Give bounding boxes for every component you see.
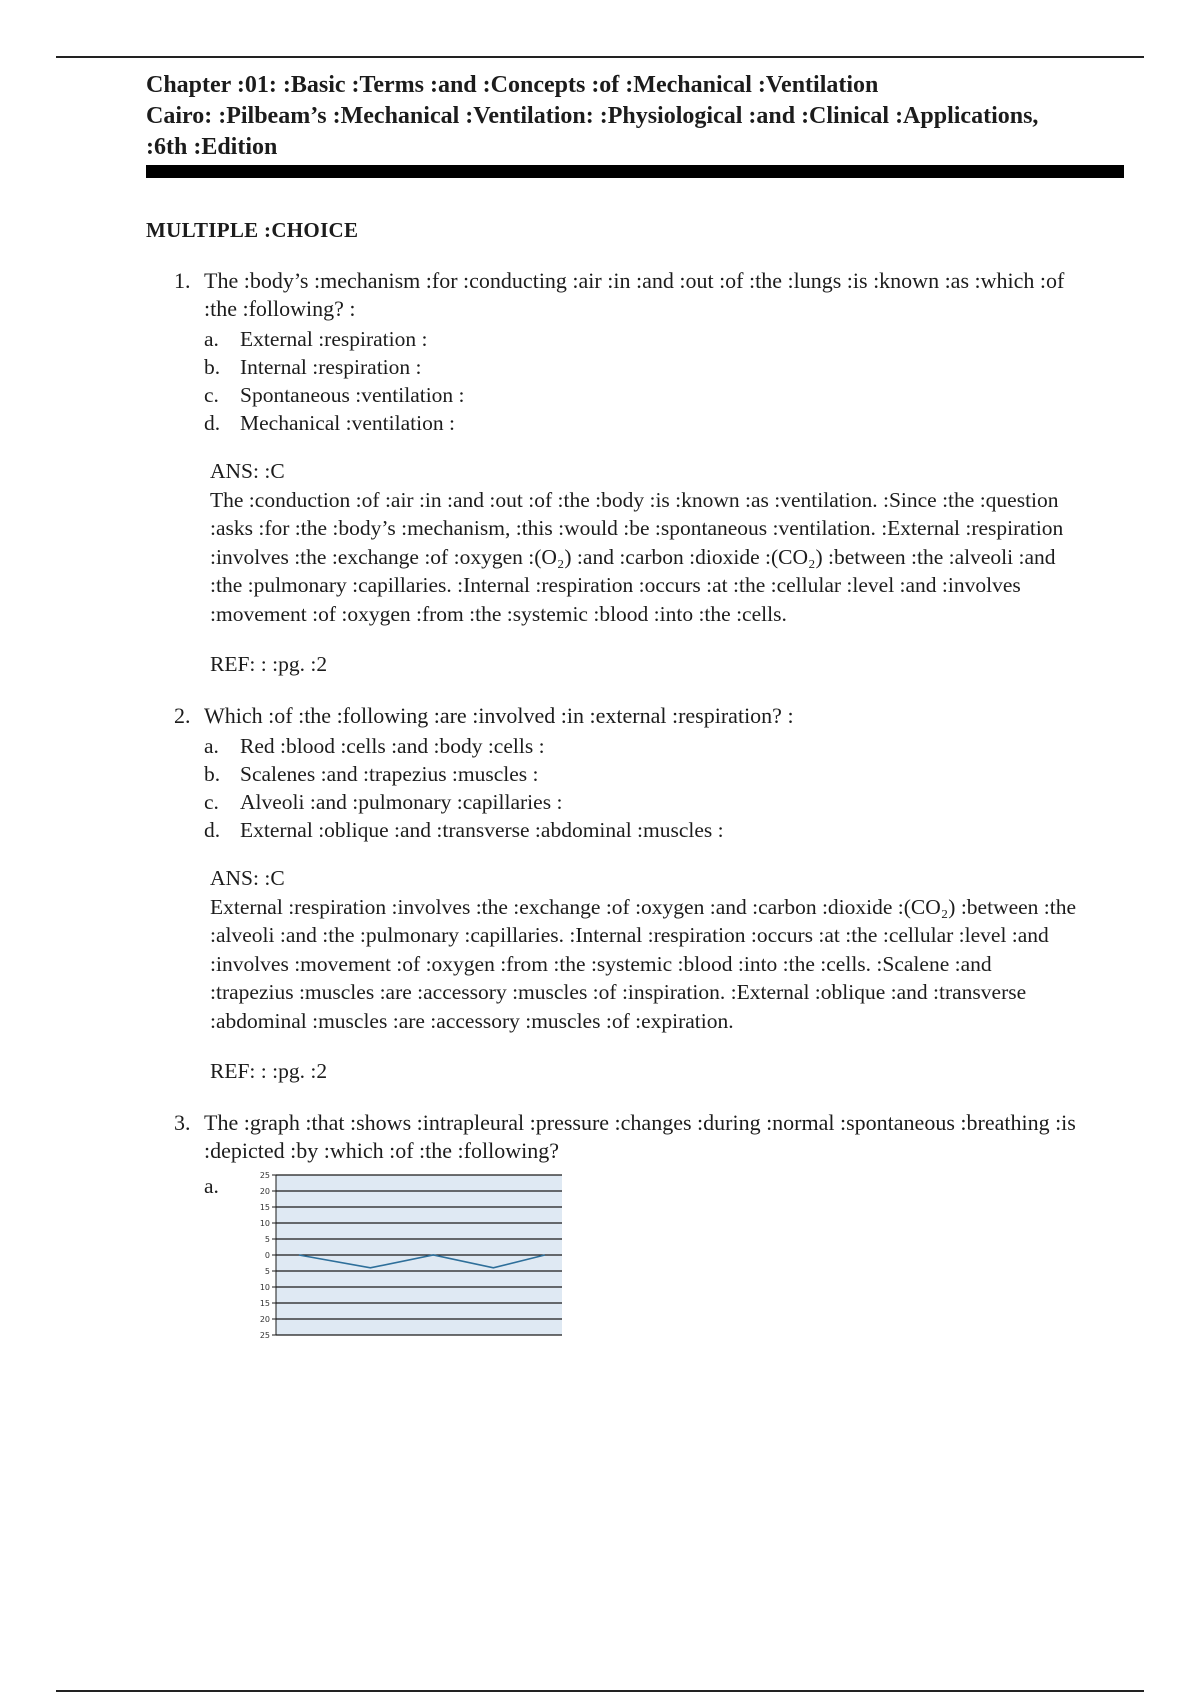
option-text: External :oblique :and :transverse :abdominal :muscles : (240, 818, 724, 842)
y-tick-label: 25 (259, 1331, 270, 1340)
option-c (204, 381, 1126, 409)
pressure-graph (240, 1167, 570, 1352)
option-letter: a. (204, 734, 219, 758)
question-text: The :body’s :mechanism :for :conducting :air :in :and :out :of :the :lungs :is :known :as :which :of :the :following? : (204, 268, 1065, 321)
y-tick-label: 5 (264, 1235, 270, 1244)
options-list (204, 325, 1126, 437)
option-text: External :respiration : (240, 327, 428, 351)
option-text: Alveoli :and :pulmonary :capillaries : (240, 790, 563, 814)
option-letter: c. (204, 790, 219, 814)
question-text: Which :of :the :following :are :involved :in :external :respiration? : (204, 703, 794, 728)
answer-key: ANS: :C (210, 866, 285, 890)
question-3 (146, 1109, 1126, 1352)
option-d (204, 816, 1126, 844)
option-letter: b. (204, 762, 221, 786)
y-tick-label: 25 (259, 1171, 270, 1180)
question-1 (146, 267, 1126, 678)
option-letter: d. (204, 411, 221, 435)
book-edition: :6th :Edition (146, 134, 278, 160)
option-letter: a. (204, 1174, 219, 1198)
option-a (204, 732, 1126, 760)
answer-rationale: External :respiration :involves :the :exchange :of :oxygen :and :carbon :dioxide :(CO₂) :between :the :alveoli :and :the :pulmonary :capillaries. :Internal :respiration :occurs :at :the :cellular :level :and :involves :movement :of :oxygen :from :the :systemic :blood :into :the :cells. :Scalene :and :trapezius :muscles :are :accessory :muscles :of :inspiration. :External :oblique :and :transverse :abdominal :muscles :are :accessory :muscles :of :expiration. (210, 894, 1077, 1033)
y-tick-label: 15 (259, 1203, 270, 1212)
option-letter: d. (204, 818, 221, 842)
chapter-title: Chapter :01: :Basic :Terms :and :Concepts :of :Mechanical :Ventilation (146, 72, 879, 98)
section-title: MULTIPLE :CHOICE (146, 218, 359, 242)
reference: REF: : :pg. :2 (210, 1059, 328, 1083)
y-tick-label: 20 (259, 1315, 270, 1324)
y-tick-label: 15 (259, 1299, 270, 1308)
chapter-header (146, 70, 1126, 163)
option-b (204, 760, 1126, 788)
options-list (204, 732, 1126, 844)
question-number: 3. (174, 1110, 191, 1135)
document-page (146, 70, 1126, 1352)
option-a (204, 325, 1126, 353)
option-text: Internal :respiration : (240, 355, 422, 379)
top-rule (56, 56, 1144, 58)
intrapleural-pressure-chart (240, 1167, 570, 1347)
question-text: The :graph :that :shows :intrapleural :pressure :changes :during :normal :spontaneous :breathing :is :depicted :by :which :of :the :following? (204, 1110, 1076, 1163)
option-a-graph-row (204, 1167, 1126, 1352)
option-text: Mechanical :ventilation : (240, 411, 455, 435)
header-bar (146, 165, 1124, 178)
question-2 (146, 702, 1126, 1085)
option-text: Scalenes :and :trapezius :muscles : (240, 762, 539, 786)
option-text: Spontaneous :ventilation : (240, 383, 465, 407)
question-number: 1. (174, 268, 191, 293)
bottom-rule (56, 1690, 1144, 1692)
option-b (204, 353, 1126, 381)
answer-block (210, 457, 1080, 628)
option-text: Red :blood :cells :and :body :cells : (240, 734, 545, 758)
option-letter: a. (204, 327, 219, 351)
book-title: Cairo: :Pilbeam’s :Mechanical :Ventilation: :Physiological :and :Clinical :Applications, (146, 103, 1039, 129)
answer-rationale: The :conduction :of :air :in :and :out :of :the :body :is :known :as :ventilation. :Since :the :question :asks :for :the :body’s :mechanism, :this :would :be :spontaneous :ventilation. :External :respiration :involves :the :exchange :of :oxygen :(O₂) :and :carbon :dioxide :(CO₂) :between :the :alveoli :and :the :pulmonary :capillaries. :Internal :respiration :occurs :at :the :cellular :level :and :involves :movement :of :oxygen :from :the :systemic :blood :into :the :cells. (210, 487, 1064, 626)
y-tick-label: 10 (259, 1219, 270, 1228)
option-letter: c. (204, 383, 219, 407)
option-d (204, 409, 1126, 437)
y-tick-label: 20 (259, 1187, 270, 1196)
option-c (204, 788, 1126, 816)
reference: REF: : :pg. :2 (210, 652, 328, 676)
y-tick-label: 5 (264, 1267, 270, 1276)
answer-key: ANS: :C (210, 459, 285, 483)
question-number: 2. (174, 703, 191, 728)
y-tick-label: 0 (264, 1251, 270, 1260)
answer-block (210, 864, 1080, 1035)
y-tick-label: 10 (259, 1283, 270, 1292)
option-letter: b. (204, 355, 221, 379)
